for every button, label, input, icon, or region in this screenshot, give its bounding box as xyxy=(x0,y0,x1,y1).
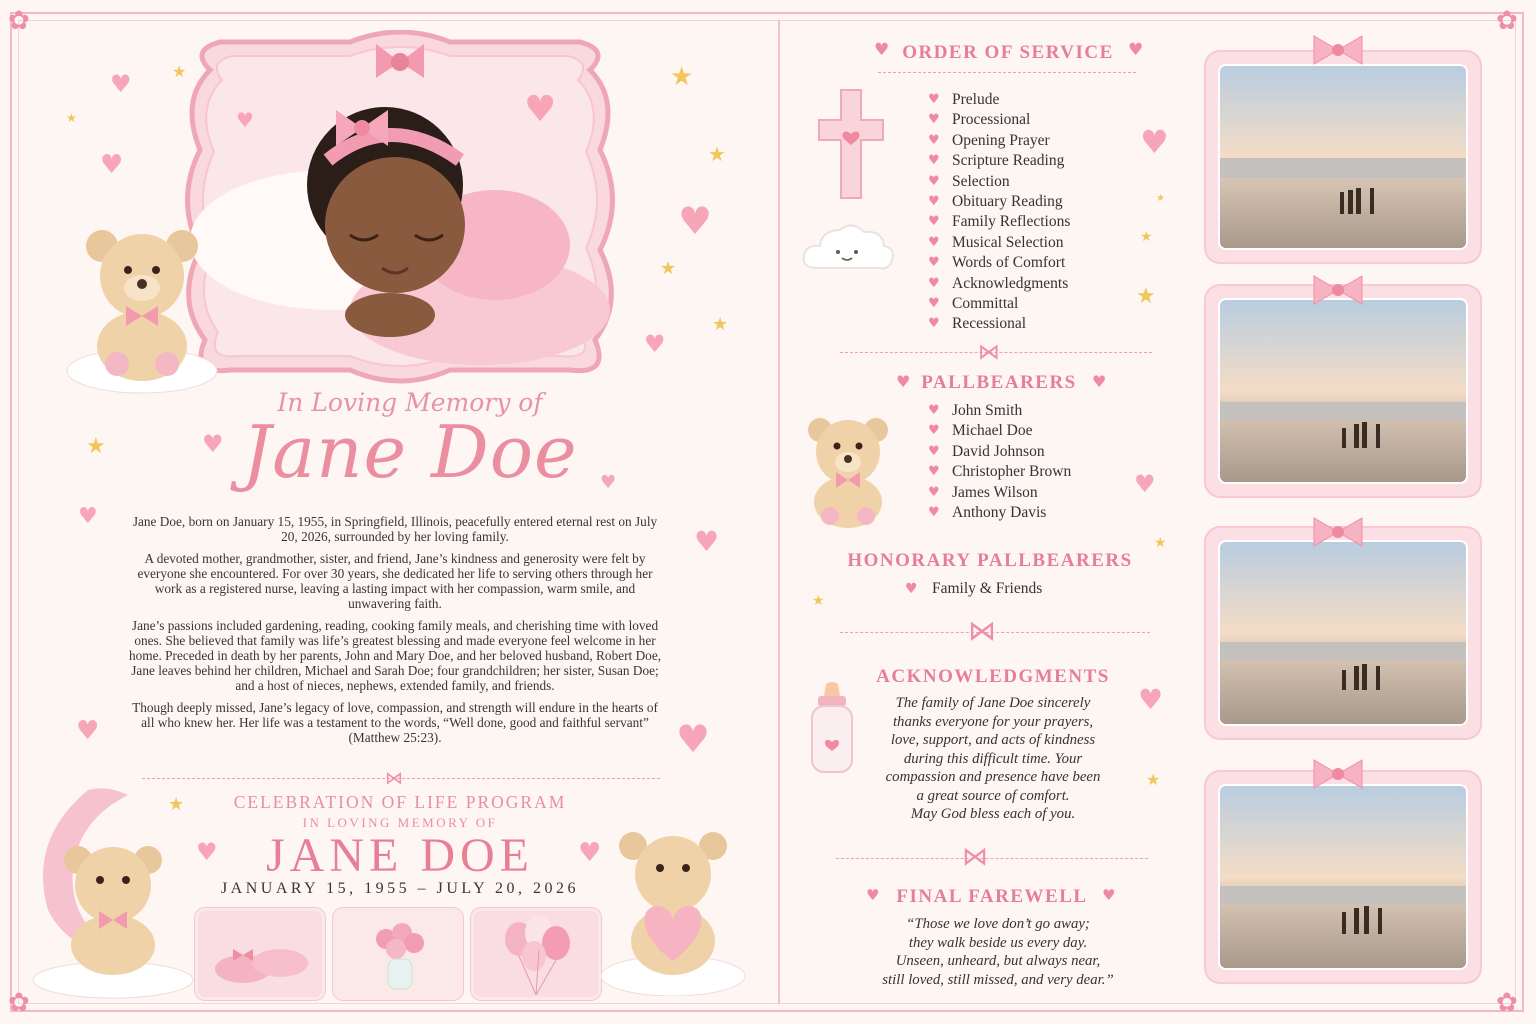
acknowledgments-line: thanks everyone for your prayers, xyxy=(892,713,1094,730)
program-subtitle: IN LOVING MEMORY OF xyxy=(302,815,498,830)
beach-sunset-image xyxy=(1220,786,1466,968)
bow-icon: ⋈ xyxy=(968,614,996,647)
beach-photo xyxy=(1218,298,1468,484)
beach-photo xyxy=(1218,540,1468,726)
pallbearer-item xyxy=(928,421,1148,441)
pallbearer-name: James Wilson xyxy=(952,483,1038,501)
beach-photo xyxy=(1218,64,1468,250)
heart-icon: ♥ xyxy=(1134,470,1156,498)
final-farewell-poem xyxy=(848,915,1148,989)
service-item-label: Prelude xyxy=(952,91,1000,108)
heart-icon: ♥ xyxy=(1138,683,1164,716)
heart-icon: ♥ xyxy=(1092,372,1107,391)
bow-icon: ⋈ xyxy=(385,768,403,789)
roses-vase-thumbnail xyxy=(333,908,463,1000)
bow-icon xyxy=(1308,30,1368,70)
heart-icon: ♥ xyxy=(524,89,557,130)
service-item-label: Obituary Reading xyxy=(952,192,1063,210)
heart-icon: ♥ xyxy=(676,717,711,761)
acknowledgments-line: May God bless each of you. xyxy=(910,806,1076,822)
pallbearer-item xyxy=(928,503,1148,523)
bow-icon xyxy=(1308,754,1368,794)
balloons-thumbnail xyxy=(471,908,601,1000)
teddy-bear-with-heart-illustration xyxy=(598,826,748,996)
beach-photo xyxy=(1218,784,1468,970)
beach-sunset-image xyxy=(1220,542,1466,724)
heart-icon: ♥ xyxy=(928,484,940,500)
photo-frame xyxy=(1206,52,1480,262)
star-icon: ★ xyxy=(1154,535,1167,551)
service-item-label: Acknowledgments xyxy=(952,274,1069,292)
honorary-pallbearers-title: HONORARY PALLBEARERS xyxy=(847,550,1133,571)
heart-icon: ♥ xyxy=(928,504,940,520)
corner-bow-icon: ✿ xyxy=(1496,6,1518,36)
heart-icon: ♥ xyxy=(76,716,100,746)
star-icon: ★ xyxy=(172,62,187,81)
photo-frame xyxy=(1206,772,1480,982)
service-item xyxy=(928,233,1148,253)
star-icon: ★ xyxy=(168,794,185,815)
heart-icon: ♥ xyxy=(202,430,224,458)
star-icon: ★ xyxy=(670,62,694,92)
heart-icon: ♥ xyxy=(110,70,132,98)
pallbearers-title: PALLBEARERS xyxy=(921,372,1077,393)
heart-icon: ♥ xyxy=(874,40,890,60)
service-item xyxy=(928,314,1148,334)
service-item xyxy=(928,110,1148,130)
beach-sunset-image xyxy=(1220,300,1466,482)
memorial-name-script: Jane Doe xyxy=(242,410,578,494)
star-icon: ★ xyxy=(1146,770,1161,789)
pallbearer-item xyxy=(928,442,1148,462)
star-icon: ★ xyxy=(1156,193,1165,204)
beach-sunset-image xyxy=(1220,66,1466,248)
service-item xyxy=(928,212,1148,232)
program-title: CELEBRATION OF LIFE PROGRAM xyxy=(233,792,567,812)
heart-icon: ♥ xyxy=(928,173,940,189)
cross-icon xyxy=(815,86,887,202)
memorial-name-caps: JANE DOE xyxy=(266,829,534,882)
heart-icon: ♥ xyxy=(866,886,880,904)
heart-icon: ♥ xyxy=(928,403,940,418)
photo-frame xyxy=(1206,528,1480,738)
bow-icon: ⋈ xyxy=(962,842,988,872)
life-dates: JANUARY 15, 1955 – JULY 20, 2026 xyxy=(220,880,580,897)
service-item xyxy=(928,151,1148,171)
service-item-label: Recessional xyxy=(952,315,1027,333)
corner-bow-icon: ✿ xyxy=(8,6,30,36)
acknowledgments-title: ACKNOWLEDGMENTS xyxy=(876,666,1110,687)
heart-icon: ♥ xyxy=(1128,40,1144,60)
poem-line: still loved, still missed, and very dear.” xyxy=(882,971,1114,988)
service-item-label: Musical Selection xyxy=(952,233,1064,251)
heart-icon: ♥ xyxy=(1140,123,1169,161)
final-farewell-title: FINAL FAREWELL xyxy=(896,886,1088,907)
cloud-icon xyxy=(800,218,896,278)
pallbearer-name: Anthony Davis xyxy=(952,503,1047,521)
service-item-label: Committal xyxy=(952,294,1019,312)
heart-icon: ♥ xyxy=(928,316,940,332)
heart-icon: ♥ xyxy=(694,525,720,558)
poem-line: they walk beside us every day. xyxy=(908,934,1088,951)
heart-icon: ♥ xyxy=(1102,886,1116,904)
star-icon: ★ xyxy=(66,111,77,125)
star-icon: ★ xyxy=(660,258,677,279)
photo-frame xyxy=(1206,286,1480,496)
pallbearer-item xyxy=(928,483,1148,503)
heart-icon: ♥ xyxy=(928,214,940,230)
obituary-text xyxy=(125,514,665,752)
service-item xyxy=(928,172,1148,192)
poem-line: “Those we love don’t go away; xyxy=(906,916,1090,932)
acknowledgments-line: a great source of comfort. xyxy=(916,787,1070,804)
service-item xyxy=(928,294,1148,314)
acknowledgments-line: during this difficult time. Your xyxy=(903,750,1083,767)
heart-icon: ♥ xyxy=(928,423,940,439)
heart-icon: ♥ xyxy=(928,193,940,209)
service-item-label: Selection xyxy=(952,172,1010,190)
heart-icon: ♥ xyxy=(678,199,713,243)
heart-icon: ♥ xyxy=(644,330,666,358)
heart-icon: ♥ xyxy=(928,153,940,169)
heart-icon: ♥ xyxy=(236,108,254,132)
pallbearer-name: Michael Doe xyxy=(952,422,1033,440)
heart-icon: ♥ xyxy=(578,838,602,868)
obituary-paragraph: Jane’s passions included gardening, reading, cooking family meals, and cherishing time with loved ones. She believed that family was life’s greatest blessing and made everyone feel welcome in her home. Preceded in death by her parents, John and Mary Doe, and her beloved husband, Robert Doe, Jane leaves behind her children, Michael and Sarah Doe; four grandchildren; her sister, Susan Doe; and a host of nieces, nephews, extended family, and friends. xyxy=(128,618,662,693)
star-icon: ★ xyxy=(712,314,729,335)
order-of-service-title: ORDER OF SERVICE xyxy=(902,42,1114,63)
honorary-pallbearers-text: Family & Friends xyxy=(932,580,1043,597)
service-item-label: Words of Comfort xyxy=(952,254,1066,272)
obituary-paragraph: Jane Doe, born on January 15, 1955, in Springfield, Illinois, peacefully entered eternal rest on July 20, 2026, surrounded by her loving family. xyxy=(132,514,658,544)
baby-shoes-icon xyxy=(198,911,322,997)
star-icon: ★ xyxy=(1136,284,1156,309)
pallbearer-name: David Johnson xyxy=(952,442,1045,460)
heart-icon: ♥ xyxy=(928,275,940,291)
heart-icon: ♥ xyxy=(928,464,940,480)
teddy-bear-icon xyxy=(800,412,896,528)
title-underline xyxy=(878,72,1136,73)
bow-icon xyxy=(1308,270,1368,310)
pallbearer-item xyxy=(928,401,1148,421)
service-item-label: Processional xyxy=(952,111,1031,129)
heart-icon: ♥ xyxy=(928,234,940,250)
poem-line: Unseen, unheard, but always near, xyxy=(895,953,1101,969)
star-icon: ★ xyxy=(812,593,825,609)
acknowledgments-line: The family of Jane Doe sincerely xyxy=(895,695,1091,711)
service-item xyxy=(928,274,1148,294)
heart-icon: ♥ xyxy=(600,472,617,493)
heart-icon: ♥ xyxy=(928,255,940,271)
obituary-paragraph: A devoted mother, grandmother, sister, and friend, Jane’s kindness and generosity were felt by everyone she encountered. For over 30 years, she dedicated her life to serving others through her work as a registered nurse, leaving a lasting impact with her compassion, warm smile, and unwavering faith. xyxy=(137,551,653,611)
service-item xyxy=(928,192,1148,212)
center-fold-divider xyxy=(778,20,780,1004)
acknowledgments-line: compassion and presence have been xyxy=(885,769,1101,785)
sleeping-baby-illustration xyxy=(150,30,650,400)
acknowledgments-line: love, support, and acts of kindness xyxy=(890,732,1096,748)
baby-shoes-thumbnail xyxy=(195,908,325,1000)
order-of-service-list xyxy=(928,90,1148,335)
section-divider xyxy=(836,858,1148,859)
heart-icon: ♥ xyxy=(928,295,940,311)
teddy-bear-on-cloud-illustration xyxy=(62,226,222,396)
service-item xyxy=(928,131,1148,151)
star-icon: ★ xyxy=(86,434,106,459)
heart-icon: ♥ xyxy=(100,150,124,180)
pallbearer-name: Christopher Brown xyxy=(952,463,1072,481)
heart-icon: ♥ xyxy=(905,581,918,597)
pallbearer-item xyxy=(928,462,1148,482)
heart-icon: ♥ xyxy=(928,443,940,459)
roses-icon xyxy=(336,911,460,997)
heart-icon: ♥ xyxy=(928,132,940,148)
service-item xyxy=(928,253,1148,273)
star-icon: ★ xyxy=(708,142,726,166)
bow-icon xyxy=(1308,512,1368,552)
heart-icon: ♥ xyxy=(78,504,98,529)
corner-bow-icon: ✿ xyxy=(1496,988,1518,1018)
corner-bow-icon: ✿ xyxy=(8,988,30,1018)
heart-icon: ♥ xyxy=(928,92,940,107)
memorial-script-heading: In Loving Memory of xyxy=(277,388,543,417)
pallbearers-list xyxy=(928,401,1148,523)
heart-icon: ♥ xyxy=(928,112,940,128)
service-item-label: Opening Prayer xyxy=(952,131,1050,149)
baby-bottle-icon xyxy=(800,680,864,780)
heart-icon: ♥ xyxy=(896,372,911,391)
balloons-icon xyxy=(474,911,598,997)
bow-icon: ⋈ xyxy=(978,340,1000,365)
pallbearer-name: John Smith xyxy=(952,402,1023,419)
obituary-paragraph: Though deeply missed, Jane’s legacy of love, compassion, and strength will endure in the hearts of all who knew her. Her life was a testament to the words, “Well done, good and faithful servant” (Matthew 25:23). xyxy=(132,700,658,745)
service-item-label: Family Reflections xyxy=(952,213,1071,231)
acknowledgments-text xyxy=(862,694,1124,824)
service-item-label: Scripture Reading xyxy=(952,152,1065,170)
star-icon: ★ xyxy=(1140,229,1153,245)
heart-icon: ♥ xyxy=(196,838,218,866)
service-item xyxy=(928,90,1148,110)
